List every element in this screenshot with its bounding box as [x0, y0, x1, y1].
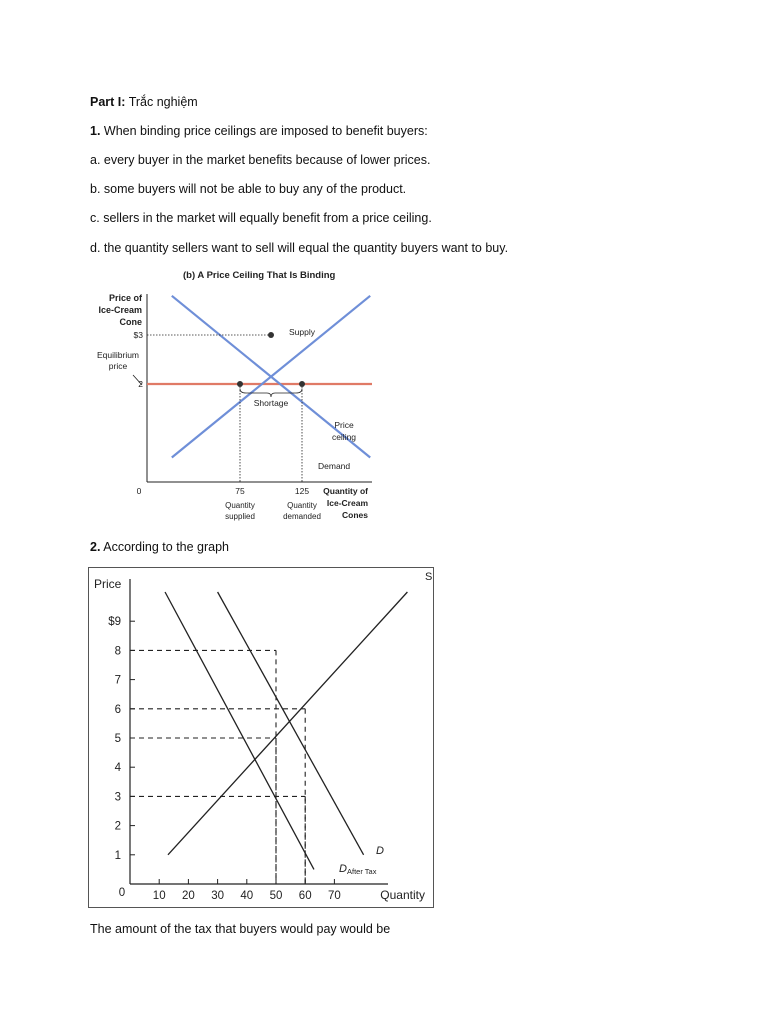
chart2-ytick-4: 4	[114, 762, 121, 775]
chart1-ytick-2: 2	[138, 379, 143, 389]
question-2-text: According to the graph	[103, 540, 230, 554]
chart2-demand-label: D	[376, 845, 384, 857]
chart2-xtick-60: 60	[298, 890, 312, 902]
chart2-ytick-2: 2	[114, 820, 121, 833]
chart2-xtick-30: 30	[211, 890, 224, 902]
chart1-equilibrium-point	[268, 332, 274, 338]
chart1-eq-label-1: Equilibrium	[96, 350, 140, 360]
chart1-ytick-3: $3	[133, 330, 143, 340]
chart2-xtick-40: 40	[240, 890, 254, 902]
question-1-stem	[90, 123, 428, 139]
chart1-shortage-brace	[240, 389, 302, 397]
chart1-xlabel-0: Quantity of	[323, 486, 368, 496]
question-1-text: When binding price ceilings are imposed to benefit buyers:	[103, 124, 428, 138]
chart1-shortage-label: Shortage	[253, 398, 289, 408]
chart1-xtick-0: 0	[136, 486, 142, 496]
chart1-ceiling-label-0: Price	[334, 420, 354, 430]
chart1-xtick-sub-demanded-1: demanded	[283, 512, 321, 521]
tax-incidence-chart	[88, 567, 436, 910]
chart2-ytick-5: 5	[114, 733, 121, 745]
price-ceiling-chart	[88, 264, 372, 530]
option-a: a. every buyer in the market benefits because of lower prices.	[90, 153, 431, 167]
chart1-xtick-125: 125	[294, 486, 310, 496]
chart1-xtick-sub-demanded-0: Quantity	[287, 501, 317, 510]
chart2-origin: 0	[118, 887, 126, 899]
chart1-ylabel-1: Price of	[108, 293, 142, 303]
chart2-ytick-9: $9	[108, 616, 121, 629]
chart1-xlabel-1: Ice-Cream	[326, 498, 368, 508]
chart1-marks	[147, 296, 372, 482]
chart1-xtick-sub-supplied-1: supplied	[225, 512, 255, 521]
chart1-eq-label-2: price	[108, 361, 128, 371]
chart1-demand-label: Demand	[318, 461, 351, 471]
part-label: Part I:	[90, 95, 126, 109]
chart2-xtick-70: 70	[328, 890, 341, 902]
chart2-ytick-8: 8	[114, 645, 121, 658]
option-c: c. sellers in the market will equally benefit from a price ceiling.	[90, 211, 432, 225]
chart1-title: (b) A Price Ceiling That Is Binding	[183, 270, 336, 281]
chart1-xlabel-2: Cones	[342, 510, 368, 520]
part-title: Trắc nghiệm	[128, 95, 198, 109]
option-b: b. some buyers will not be able to buy any of the product.	[90, 182, 407, 196]
chart1-xtick-sub-supplied-0: Quantity	[225, 501, 255, 510]
question-2-number: 2.	[90, 540, 101, 554]
chart2-ytick-1: 1	[114, 849, 121, 862]
chart2-supply-label: S	[425, 571, 433, 583]
option-d: d. the quantity sellers want to sell will equal the quantity buyers want to buy.	[90, 241, 509, 255]
chart2-ylabel: Price	[94, 577, 122, 591]
chart1-qs-point	[237, 381, 243, 387]
chart2-xlabel: Quantity	[380, 888, 425, 902]
chart1-ylabel-3: Cone	[119, 317, 142, 327]
chart2-ytick-7: 7	[114, 674, 121, 687]
chart1-supply-label: Supply	[289, 327, 315, 337]
chart2-xtick-10: 10	[152, 890, 166, 902]
question-2-stem	[90, 539, 229, 555]
chart1-labels	[134, 327, 369, 521]
chart2-demand-after-tax-label: D	[339, 863, 347, 875]
chart2-xtick-20: 20	[182, 890, 195, 902]
chart2-demand-after-tax-sub: After Tax	[347, 867, 377, 876]
part-heading	[90, 94, 198, 110]
chart1-xtick-75: 75	[235, 486, 245, 496]
chart1-ylabel-2: Ice-Cream	[98, 305, 142, 315]
chart1-qd-point	[299, 381, 305, 387]
question-1-number: 1.	[90, 124, 101, 138]
question-2-follow-up: The amount of the tax that buyers would pay would be	[90, 922, 391, 936]
chart2-ytick-3: 3	[114, 791, 121, 804]
chart2-xtick-50: 50	[269, 890, 283, 902]
chart2-ytick-6: 6	[114, 703, 121, 716]
chart1-ceiling-label-1: ceiling	[331, 432, 357, 442]
